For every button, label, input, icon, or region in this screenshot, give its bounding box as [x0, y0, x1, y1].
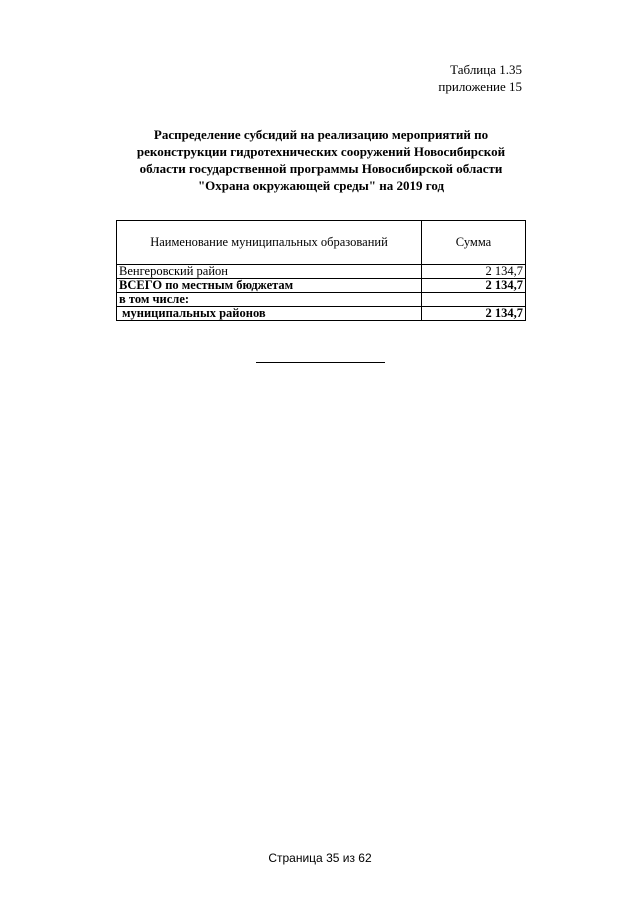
row-value	[422, 293, 526, 307]
row-name: муниципальных районов	[117, 307, 422, 321]
row-value: 2 134,7	[422, 265, 526, 279]
table-header-row	[117, 221, 526, 265]
title-line: реконструкции гидротехнических сооружений Новосибирской	[136, 144, 506, 159]
column-header-name: Наименование муниципальных образований	[117, 221, 422, 265]
row-name: ВСЕГО по местным бюджетам	[117, 279, 422, 293]
separator-line	[256, 362, 385, 363]
row-value: 2 134,7	[422, 307, 526, 321]
subsidy-table	[116, 220, 526, 321]
document-header	[438, 61, 522, 95]
table-row	[117, 307, 526, 321]
page-number: Страница 35 из 62	[268, 851, 372, 865]
appendix-label: приложение 15	[438, 79, 522, 94]
row-name: в том числе:	[117, 293, 422, 307]
table-number-label: Таблица 1.35	[450, 62, 522, 77]
table-row-subheading	[117, 293, 526, 307]
title-line: области государственной программы Новосибирской области	[139, 161, 503, 176]
title-line: Распределение субсидий на реализацию мероприятий по	[153, 127, 489, 142]
column-header-sum: Сумма	[422, 221, 526, 265]
table-row	[117, 265, 526, 279]
row-name: Венгеровский район	[117, 265, 422, 279]
table-row-total	[117, 279, 526, 293]
title-line: "Охрана окружающей среды" на 2019 год	[197, 178, 445, 193]
document-title	[118, 126, 524, 194]
row-value: 2 134,7	[422, 279, 526, 293]
